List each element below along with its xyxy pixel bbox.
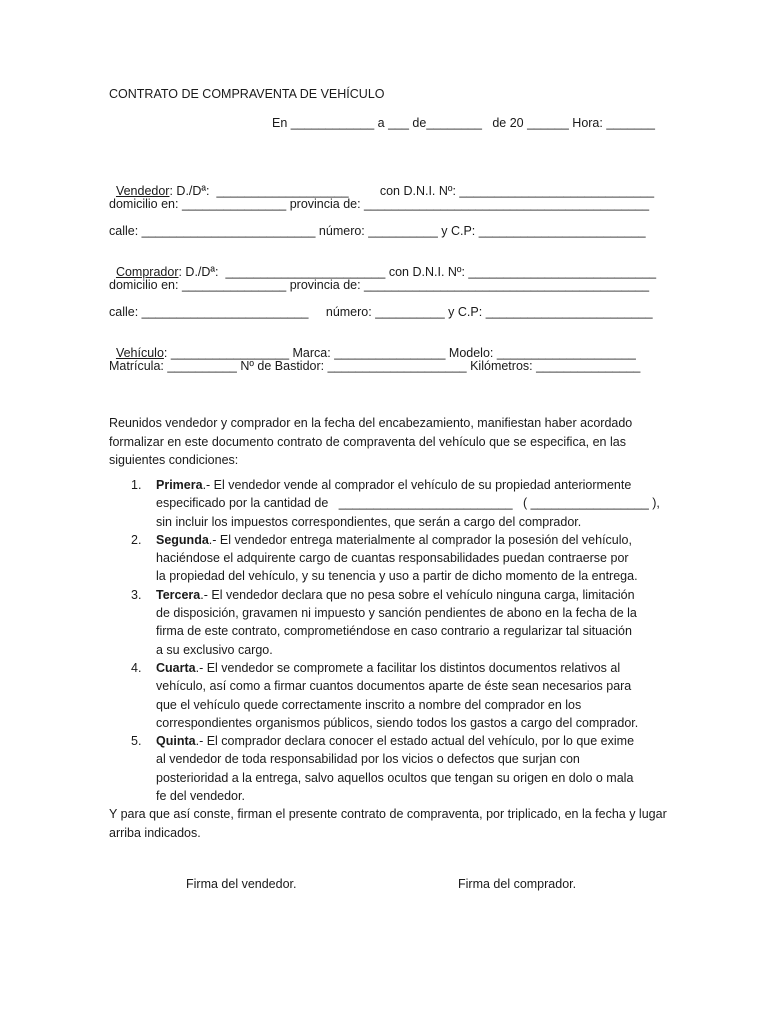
clause-line: firma de este contrato, comprometiéndose en caso contrario a regularizar tal situación [156, 624, 632, 639]
matricula-bastidor-km-field[interactable]: Matrícula: __________ Nº de Bastidor: ____________________ Kilómetros: _______________ [109, 359, 641, 373]
clause-line: fe del vendedor. [156, 789, 245, 804]
clause-line: haciéndose el adquirente cargo de cuantas responsabilidades puedan contraerse por [156, 551, 629, 566]
clause-item [109, 531, 669, 586]
date-line[interactable]: En ____________ a ___ de________ de 20 ______ Hora: _______ [272, 116, 655, 130]
vehiculo-marca-modelo-field[interactable]: : _________________ Marca: ________________ Modelo: ____________________ [163, 346, 636, 360]
clause-line: posterioridad a la entrega, salvo aquellos ocultos que tengan su origen en dolo o mala [156, 770, 634, 785]
clause-item [109, 586, 669, 659]
clause-line: al vendedor de toda responsabilidad por los vicios o defectos que surjan con [156, 752, 580, 767]
clause-line: a su exclusivo cargo. [156, 642, 273, 657]
clause-title: Tercera [156, 587, 201, 602]
clause-title: Quinta [156, 734, 196, 749]
clause-line: .- El vendedor vende al comprador el vehículo de su propiedad anteriormente [202, 478, 632, 492]
comprador-row-name[interactable] [109, 251, 656, 279]
clause-line: .- El vendedor se compromete a facilitar los distintos documentos relativos al [195, 660, 621, 675]
clause-line: .- El vendedor entrega materialmente al comprador la posesión del vehículo, [208, 532, 632, 547]
vendedor-row-name[interactable] [109, 170, 654, 198]
clause-item [109, 476, 669, 531]
vendedor-domicilio-field[interactable]: domicilio en: _______________ provincia de: _________________________________________ [109, 197, 650, 211]
clause-title: Cuarta [156, 660, 196, 675]
intro-paragraph: Reunidos vendedor y comprador en la fecha del encabezamiento, manifiestan haber acordado formalizar en este documento contrato de compraventa del vehículo que se especifica, en las siguientes condiciones: [109, 416, 633, 467]
clause-line: .- El comprador declara conocer el estado actual del vehículo, por lo que exime [195, 734, 635, 749]
vehiculo-row[interactable] [109, 332, 636, 360]
clause-number: 5. [131, 734, 142, 749]
closing-paragraph: Y para que así conste, firman el presente contrato de compraventa, por triplicado, en la fecha y lugar arriba indicados. [109, 807, 667, 840]
clause-line: correspondientes organismos públicos, siendo todos los gastos a cargo del comprador. [156, 715, 639, 730]
vendedor-label: Vendedor [115, 184, 170, 198]
clause-line[interactable]: especificado por la cantidad de _________________________ ( _________________ ), [156, 496, 660, 511]
comprador-label: Comprador [115, 265, 179, 279]
clauses-list [109, 476, 669, 805]
clause-item [109, 732, 669, 805]
vendedor-calle-field[interactable]: calle: _________________________ número: __________ y C.P: ________________________ [109, 224, 646, 238]
clause-line: la propiedad del vehículo, y su tenencia y uso a partir de dicho momento de la entrega. [156, 569, 638, 584]
clause-number: 4. [131, 660, 142, 675]
clause-line: sin incluir los impuestos correspondientes, que serán a cargo del comprador. [156, 514, 582, 529]
clause-line: que el vehículo quede correctamente inscrito a nombre del comprador en los [156, 697, 582, 712]
clause-line: .- El vendedor declara que no pesa sobre el vehículo ninguna carga, limitación [200, 587, 635, 602]
seller-signature-label: Firma del vendedor. [186, 877, 297, 891]
clause-item [109, 659, 669, 732]
clause-number: 2. [131, 532, 142, 547]
vehiculo-label: Vehículo [115, 346, 164, 360]
clause-title: Segunda [156, 532, 209, 547]
clause-line: vehículo, así como a firmar cuantos documentos aparte de éste sean necesarios para [156, 679, 632, 694]
clause-number: 1. [131, 478, 142, 492]
document-title: CONTRATO DE COMPRAVENTA DE VEHÍCULO [109, 87, 385, 101]
comprador-domicilio-field[interactable]: domicilio en: _______________ provincia de: _________________________________________ [109, 278, 650, 292]
comprador-name-dni-field[interactable]: : D./Dª: _______________________ con D.N.I. Nº: ___________________________ [178, 265, 657, 279]
buyer-signature-label: Firma del comprador. [458, 877, 577, 891]
clause-number: 3. [131, 587, 142, 602]
clause-title: Primera [156, 478, 203, 492]
vendedor-name-dni-field[interactable]: : D./Dª: ___________________ con D.N.I. Nº: ____________________________ [169, 184, 655, 198]
clause-line: de disposición, gravamen ni impuesto y sanción pendientes de abono en la fecha de la [156, 606, 637, 621]
comprador-calle-field[interactable]: calle: ________________________ número: __________ y C.P: ________________________ [109, 305, 653, 319]
